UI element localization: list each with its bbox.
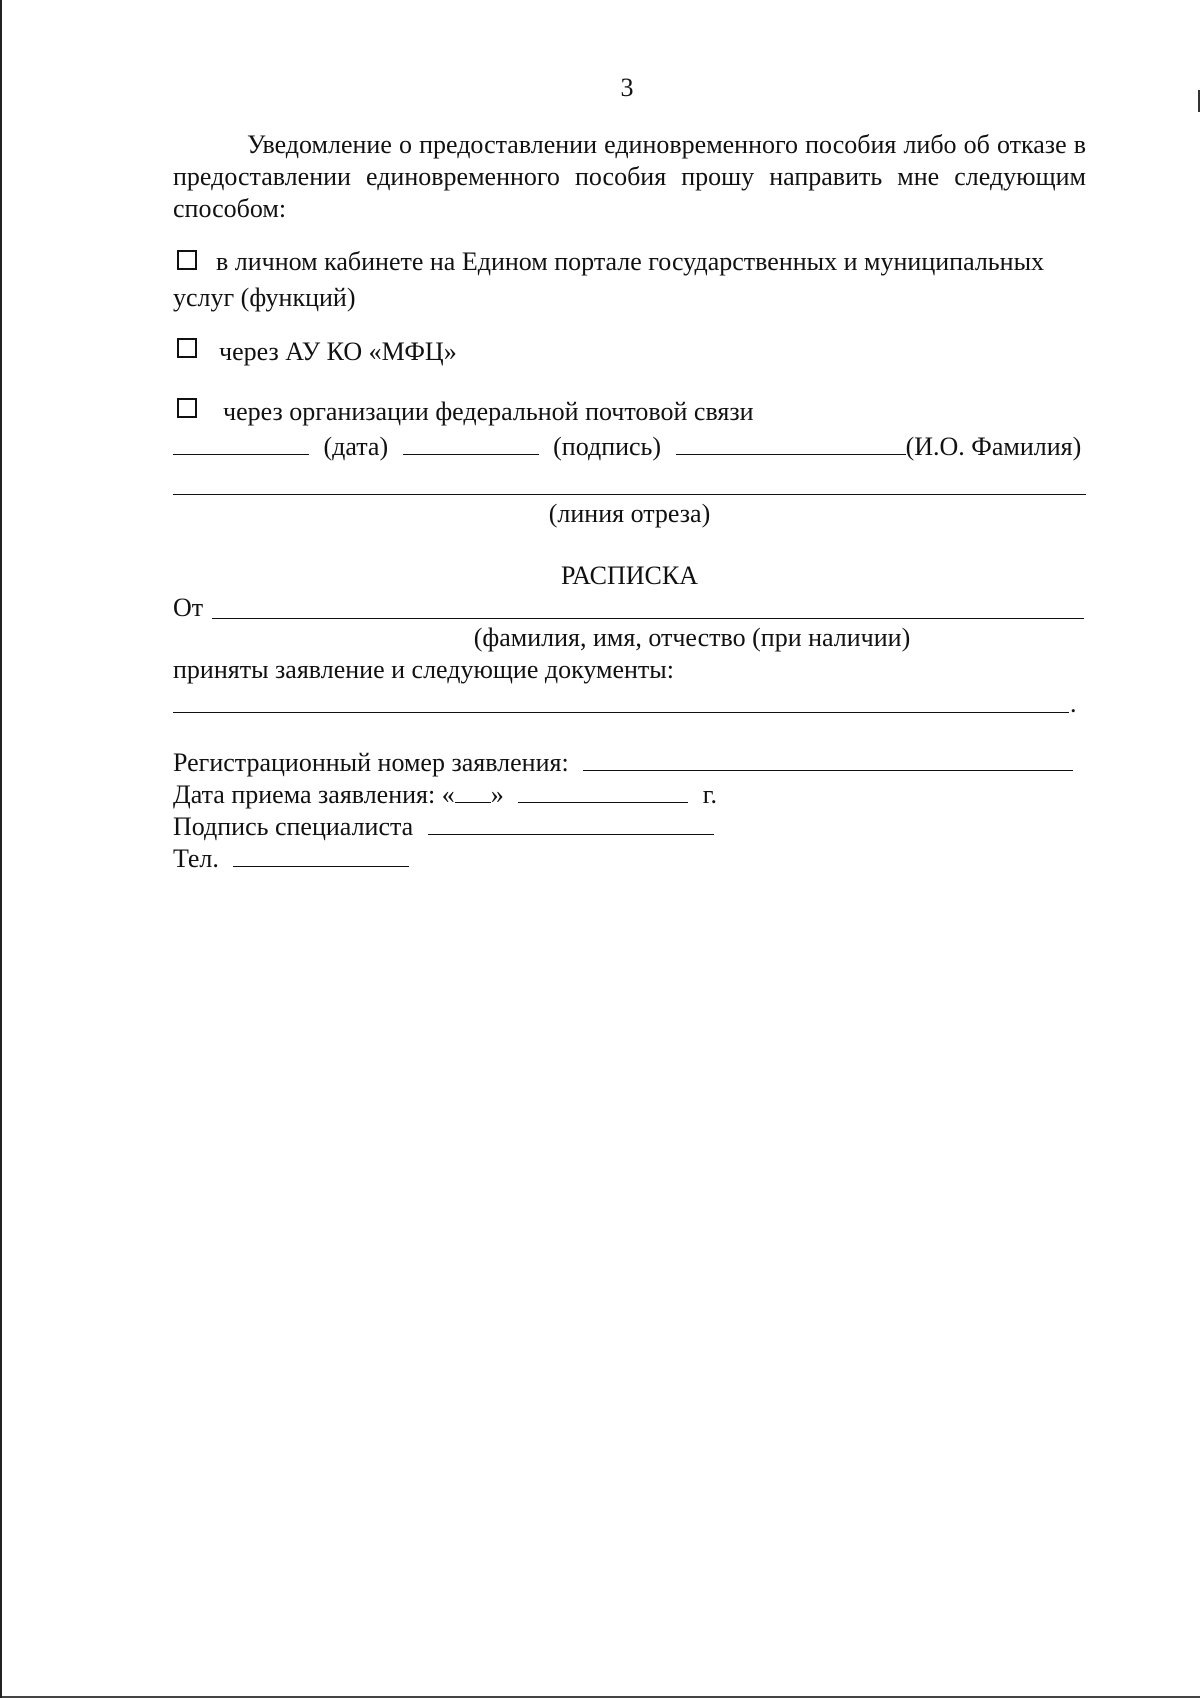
name-blank[interactable] [676, 430, 906, 455]
cut-line [173, 494, 1086, 495]
signature-caption: (подпись) [553, 432, 662, 461]
option-personal-cabinet-checkbox[interactable] [177, 250, 197, 270]
option-mfc-label: через АУ КО «МФЦ» [219, 337, 457, 366]
signature-row [173, 430, 1081, 463]
from-label: От [173, 593, 204, 622]
receipt-date-row [173, 778, 717, 811]
phone-label: Тел. [173, 844, 219, 873]
option-personal-cabinet-label-cont: услуг (функций) [173, 283, 356, 312]
specialist-signature-row [173, 810, 714, 843]
documents-blank[interactable] [173, 712, 1069, 713]
option-post-label: через организации федеральной почтовой связи [223, 397, 754, 426]
receipt-day-blank[interactable] [455, 778, 491, 803]
signature-blank[interactable] [403, 430, 539, 455]
receipt-title: РАСПИСКА [561, 561, 698, 590]
documents-end-period: . [1070, 689, 1077, 718]
name-caption: (И.О. Фамилия) [905, 432, 1082, 461]
date-caption: (дата) [323, 432, 389, 461]
receipt-date-label: Дата приема заявления: « [173, 780, 455, 809]
option-mfc-checkbox[interactable] [177, 338, 197, 358]
receipt-month-year-blank[interactable] [518, 778, 688, 803]
phone-row [173, 842, 409, 875]
page-number: 3 [620, 73, 634, 102]
reg-number-row [173, 746, 1073, 779]
phone-blank[interactable] [233, 842, 409, 867]
from-caption: (фамилия, имя, отчество (при наличии) [473, 623, 911, 652]
specialist-signature-label: Подпись специалиста [173, 812, 414, 841]
from-name-blank[interactable] [212, 618, 1084, 619]
reg-number-label: Регистрационный номер заявления: [173, 748, 569, 777]
option-post-checkbox[interactable] [177, 398, 197, 418]
option-personal-cabinet-label: в личном кабинете на Едином портале государственных и муниципальных [216, 247, 1045, 276]
receipt-date-quote: » [490, 780, 504, 809]
specialist-signature-blank[interactable] [428, 810, 714, 835]
intro-paragraph: Уведомление о предоставлении единовременного пособия либо об отказе в предоставлении единовременного пособия прошу направить мне следующим способом: [173, 130, 1086, 223]
receipt-year-suffix: г. [702, 780, 717, 809]
date-blank[interactable] [173, 430, 309, 455]
cut-line-caption: (линия отреза) [548, 499, 711, 528]
accepted-documents-label: приняты заявление и следующие документы: [173, 655, 674, 684]
reg-number-blank[interactable] [583, 746, 1073, 771]
